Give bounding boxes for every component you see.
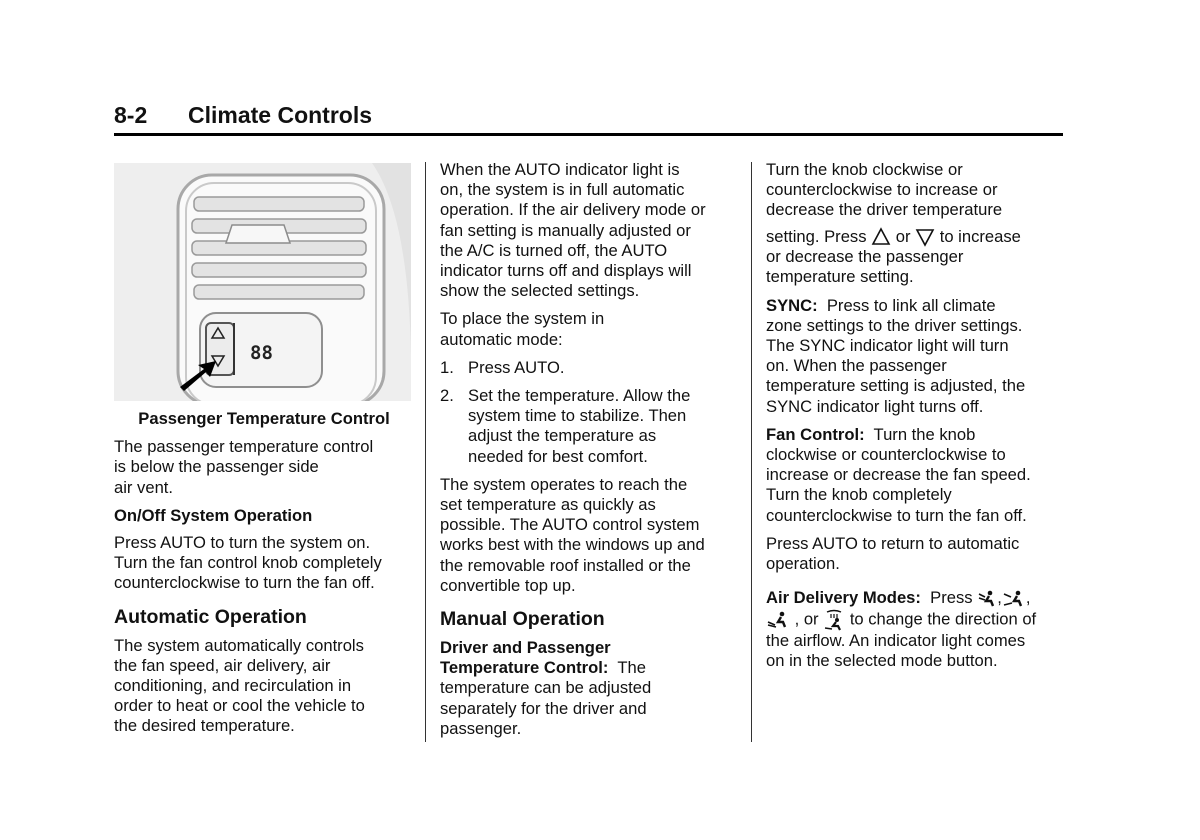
paragraph: Driver and Passenger Temperature Control: The temperature can be adjusted separately for the driver and passenger. <box>440 638 652 738</box>
floor-mode-icon <box>766 610 790 630</box>
defog-mode-icon <box>823 609 845 631</box>
paragraph: The system automatically controls the fan speed, air delivery, air conditioning, and recirculation in order to heat or cool the vehicle to the desired temperature. <box>114 635 365 736</box>
paragraph: Turn the knob clockwise or counterclockwise to increase or decrease the driver temperature setting. Press or to increase or decrease the passenger temperature setting. <box>766 160 1021 287</box>
paragraph: Fan Control: Turn the knob clockwise or counterclockwise to increase or decrease the fan speed. Turn the knob completely counterclockwise to turn the fan off. <box>766 424 1031 525</box>
triangle-up-icon <box>871 227 891 247</box>
triangle-down-icon <box>915 227 935 247</box>
paragraph: Air Delivery Modes: Press , , , or to change the direction of the airflow. An indicator light comes on in the selected mode button. <box>766 588 1037 671</box>
air-vent-illustration <box>114 163 411 401</box>
subheading-onoff: On/Off System Operation <box>114 505 313 525</box>
page-number: 8-2 <box>114 102 148 128</box>
column-divider <box>751 162 752 742</box>
svg-text:88: 88 <box>250 342 273 364</box>
section-heading-automatic: Automatic Operation <box>114 605 307 628</box>
paragraph: Press AUTO to return to automatic operation. <box>766 533 1020 574</box>
page-title: Climate Controls <box>188 102 373 128</box>
paragraph: Press AUTO to turn the system on. Turn the fan control knob completely counterclockwise to turn the fan off. <box>114 533 382 593</box>
column-divider <box>425 162 426 742</box>
passenger-temperature-control-figure <box>114 163 411 401</box>
paragraph: When the AUTO indicator light is on, the system is in full automatic operation. If the air delivery mode or fan setting is manually adjusted or the A/C is turned off, the AUTO indicator turns off and displays will show the selected settings. <box>440 160 706 301</box>
steps-list <box>440 358 740 467</box>
bi-level-mode-icon <box>1002 589 1026 609</box>
column-1 <box>114 160 414 745</box>
paragraph: The passenger temperature control is below the passenger side air vent. <box>114 437 374 497</box>
list-item: 1. Press AUTO. <box>440 357 565 377</box>
column-3 <box>766 160 1066 679</box>
section-heading-manual: Manual Operation <box>440 608 605 631</box>
column-2 <box>440 160 740 747</box>
list-item: 2. Set the temperature. Allow the system time to stabilize. Then adjust the temperature as needed for best comfort. <box>440 386 691 466</box>
figure-caption: Passenger Temperature Control <box>138 409 390 428</box>
page-header <box>114 101 1063 136</box>
paragraph: The system operates to reach the set temperature as quickly as possible. The AUTO control system works best with the windows up and the removable roof installed or the convertible top up. <box>440 474 705 595</box>
vent-mode-icon <box>977 589 997 609</box>
paragraph: To place the system in automatic mode: <box>440 309 605 349</box>
paragraph: SYNC: Press to link all climate zone settings to the driver settings. The SYNC indicator light will turn on. When the passenger temperature setting is adjusted, the SYNC indicator light turns off. <box>766 295 1026 416</box>
